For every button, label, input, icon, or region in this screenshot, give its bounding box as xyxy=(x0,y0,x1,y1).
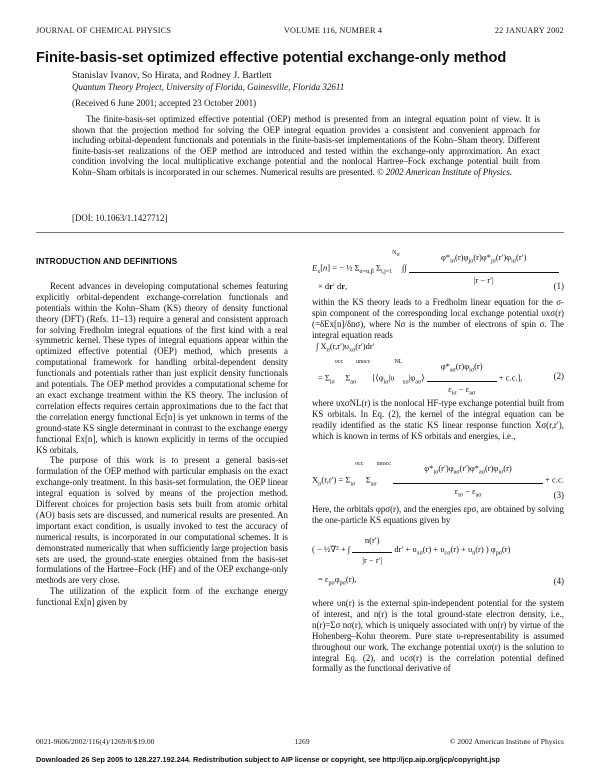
left-column xyxy=(36,256,288,608)
volume-number: VOLUME 116, NUMBER 4 xyxy=(283,26,383,35)
download-notice[interactable]: Downloaded 26 Sep 2005 to 128.227.192.244. Redistribution subject to AIP license or copyright, see http://jcp.aip.org/jcp/copyright.jsp xyxy=(36,755,500,764)
page-number: 1269 xyxy=(294,737,310,746)
equation-number: (3) xyxy=(553,490,564,500)
section-heading: INTRODUCTION AND DEFINITIONS xyxy=(36,256,178,266)
equation-4: ( − ½∇² + ∫ $\frac{n(r')}{|r - r'|}$ $dr' + \upsilon_{x\sigma}(r) + \upsilon_{c\sigma}(r) + \upsilon_n(r)$ ) $\varphi_{p\sigma}(r)$ xyxy=(312,535,511,565)
paragraph: where υxσNL(r) is the nonlocal HF-type exchange potential built from KS orbitals. In Eq. (2), the kernel of the integral equation can be readily identified as the static KS linear response function Xσ(r,r′), which is known in terms of KS orbitals and energies, i.e., xyxy=(312,398,564,441)
abstract-copyright: © 2002 American Institute of Physics. xyxy=(376,166,513,177)
equation-3: $X_\sigma(r,r') = \Sigma_{i\sigma}^{occ}$ $\Sigma_{a\sigma}^{unocc}$ $\varphi*_{i\sigma}(r')\varphi_{a\sigma}(r')\varphi*_{a\sigma}(r)\varphi_{i\sigma}(r)$ $\varepsilon_{i\sigma} - \varepsilon_{a\sigma}$ + c.c. xyxy=(312,461,564,499)
authors: Stanislav Ivanov, So Hirata, and Rodney J. Bartlett xyxy=(72,70,272,81)
paragraph: within the KS theory leads to a Fredholm linear equation for the σ-spin component of the corresponding local exchange potential υxσ(r) (=δEx[n]/δnσ), where Nσ is the number of electrons of spin σ. The integral equation reads xyxy=(312,297,564,340)
affiliation: Quantum Theory Project, University of Florida, Gainesville, Florida 32611 xyxy=(72,82,345,92)
paragraph: The purpose of this work is to present a general basis-set formulation of the OEP method with particular emphasis on the exact exchange-only treatment. In this basis-set formulation, the OEP linear integral equation is solved by means of the projection method. Different choices for projection basis sets built from atomic orbital (AO) basis sets are discussed, and numerical results are presented. An important exact condition, is usually invoked to test the accuracy of numerical results, is incorporated in our computational schemes. It is demonstrated numerically that when sufficiently large projection basis sets are used, the ground-state energies obtained from the basis-set formulations of the Hartree–Fock (HF) and of the OEP exchange-only methods are very close. xyxy=(36,455,288,586)
equation-number: (4) xyxy=(553,576,564,586)
paragraph: The utilization of the explicit form of the exchange energy functional Ex[n] given by xyxy=(36,586,288,608)
equation-number: (2) xyxy=(553,371,564,381)
equation-1: $E_x[n]$ = − ½ $\Sigma_{\sigma=\alpha,\beta}$ $\Sigma_{i,j=1}^{N_\sigma}$ ∫∫ $\varphi*_{i\sigma}(r)\varphi_{j\sigma}(r)\varphi*_{j\sigma}(r')\varphi_{i\sigma}(r')$ |r − r′| xyxy=(312,252,559,285)
running-header xyxy=(36,26,564,35)
abstract xyxy=(72,114,540,178)
equation-number: (1) xyxy=(553,281,564,291)
doi[interactable]: [DOI: 10.1063/1.1427712] xyxy=(72,213,168,223)
divider xyxy=(36,232,564,233)
article-code: 0021-9606/2002/116(4)/1269/8/$19.00 xyxy=(36,737,155,746)
equation-2: ∫ $X_\sigma(r,r')\upsilon_{x\sigma}(r')dr'$ xyxy=(316,341,375,354)
page-footer xyxy=(36,737,564,746)
paragraph: Here, the orbitals φpσ(r), and the energies εpσ, are obtained by solving the one-particle KS equations given by xyxy=(312,504,564,525)
equation-4-rhs: = $\varepsilon_{p\sigma}\varphi_{p\sigma}(r)$, xyxy=(318,574,357,587)
received-dates: (Received 6 June 2001; accepted 23 October 2001) xyxy=(72,98,257,108)
abstract-text: The finite-basis-set optimized effective potential (OEP) method is presented from an integral equation point of view. It is shown that the projection method for solving the OEP integral equation provides a consistent and convenient approach for including orbital-dependent functionals and potentials in the finite-basis-set implementations of the Kohn–Sham theory. Different finite-basis-set realizations of the OEP method are introduced and tested within the exchange-only approximation. An exact condition involving the local multiplicative exchange potential and the nonlocal Hartree–Fock exchange potential built from Kohn–Sham orbitals is incorporated in our schemes. Numerical results are presented. xyxy=(72,114,540,177)
journal-name: JOURNAL OF CHEMICAL PHYSICS xyxy=(36,26,172,35)
equation-2-rhs: = $\Sigma_{i\sigma}^{occ}$ $\Sigma_{a\sigma}^{unocc}$ [$⟨\varphi_{i\sigma}|\upsilon^{NL}_{x\sigma}|\varphi_{a\sigma}⟩$ $\varphi*_{a\sigma}(r)\varphi_{i\sigma}(r)$ $\varepsilon_{i\sigma} - \varepsilon_{a\sigma}$ + c.c.], xyxy=(318,359,523,397)
equation-1-line2: × dr′ dr, xyxy=(318,281,348,291)
footer-copyright: © 2002 American Institute of Physics xyxy=(449,737,564,746)
paragraph: Recent advances in developing computational schemes featuring explicitly orbital-dependent exchange-correlation functionals and potentials within the Kohn–Sham (KS) theory of density functional theory (DFT) (Refs. 11–13) require a general and consistent approach for solving Fredholm integral equations of the first kind with a real symmetric kernel. These types of integral equations appear within the optimized effective potential (OEP) method, which presents a computational framework for handling orbital-dependent density functionals and potentials rather than just explicit density functionals and potentials. The OEP method provides a computational scheme for an exact exchange treatment within the KS theory. The inclusion of correlation effects requires certain approximations due to the fact that the correlation energy functional Ec[n] is yet unknown in terms of the ground-state KS single determinant in contrast to the exchange energy functional Ex[n], which is known explicitly in terms of the occupied KS orbitals. xyxy=(36,280,288,455)
issue-date: 22 JANUARY 2002 xyxy=(494,26,564,35)
paragraph: where υn(r) is the external spin-independent potential for the system of interest, and n(r) is the total ground-state electron density, i.e., n(r)=Σσ nσ(r), which is uniquely associated with υn(r) by virtue of the Hohenberg–Kohn theorem. Pure state υ-representability is assumed throughout our work. The exchange potential υxσ(r) is the solution to integral Eq. (2), and υcσ(r) is the correlation potential defined formally as the functional derivative of xyxy=(312,598,564,674)
paper-title: Finite-basis-set optimized effective potential exchange-only method xyxy=(36,50,507,66)
